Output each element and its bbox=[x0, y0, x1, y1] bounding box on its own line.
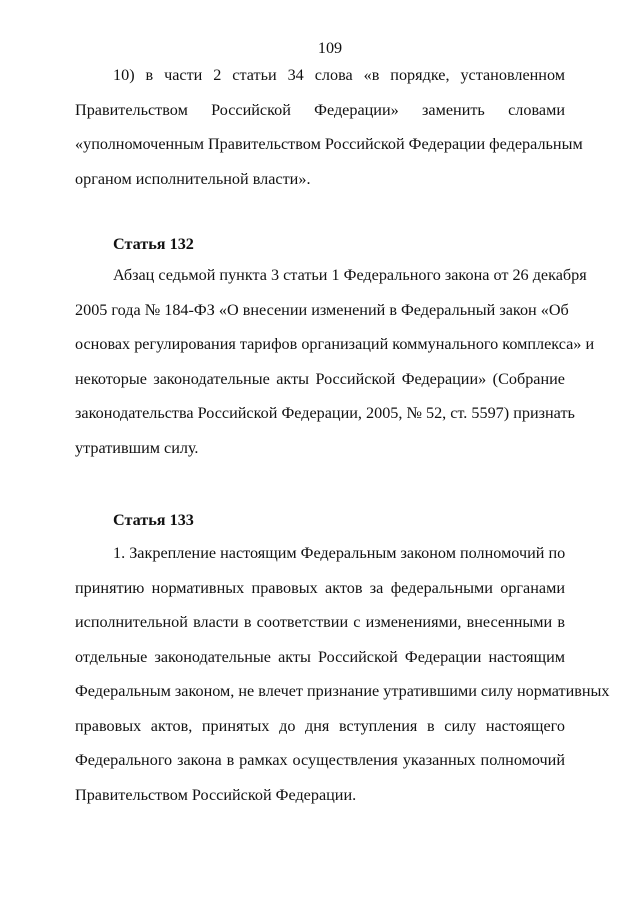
text-line: Правительством Российской Федерации» заменить словами bbox=[75, 100, 565, 119]
text-line: правовых актов, принятых до дня вступления в силу настоящего bbox=[75, 716, 565, 735]
text-line: принятию нормативных правовых актов за федеральными органами bbox=[75, 578, 565, 597]
article-132-heading: Статья 132 bbox=[113, 235, 194, 253]
text-line: органом исполнительной власти». bbox=[75, 169, 311, 188]
article-133-paragraph bbox=[75, 536, 610, 812]
text-line: 2005 года № 184-ФЗ «О внесении изменений в Федеральный закон «Об bbox=[75, 300, 569, 319]
text-line: исполнительной власти в соответствии с изменениями, внесенными в bbox=[75, 613, 565, 631]
text-line: «уполномоченным Правительством Российской Федерации федеральным bbox=[75, 135, 583, 153]
text-line: 10) в части 2 статьи 34 слова «в порядке, установленном bbox=[113, 66, 565, 84]
item-10-paragraph bbox=[75, 58, 583, 196]
text-line: Абзац седьмой пункта 3 статьи 1 Федерального закона от 26 декабря bbox=[113, 266, 587, 284]
page-number: 109 bbox=[317, 39, 343, 57]
text-line: утратившим силу. bbox=[75, 438, 199, 457]
text-line: основах регулирования тарифов организаций коммунального комплекса» и bbox=[75, 335, 595, 353]
text-line: законодательства Российской Федерации, 2005, № 52, ст. 5597) признать bbox=[75, 404, 575, 422]
text-line: отдельные законодательные акты Российской Федерации настоящим bbox=[75, 647, 565, 666]
text-line: 1. Закрепление настоящим Федеральным законом полномочий по bbox=[113, 544, 566, 562]
text-line: Федеральным законом, не влечет признание утратившими силу нормативных bbox=[75, 682, 610, 700]
text-line: Федерального закона в рамках осуществления указанных полномочий bbox=[75, 751, 565, 769]
article-133-heading: Статья 133 bbox=[113, 511, 194, 529]
article-132-paragraph bbox=[75, 258, 595, 465]
text-line: Правительством Российской Федерации. bbox=[75, 785, 357, 804]
text-line: некоторые законодательные акты Российской Федерации» (Собрание bbox=[75, 369, 565, 388]
